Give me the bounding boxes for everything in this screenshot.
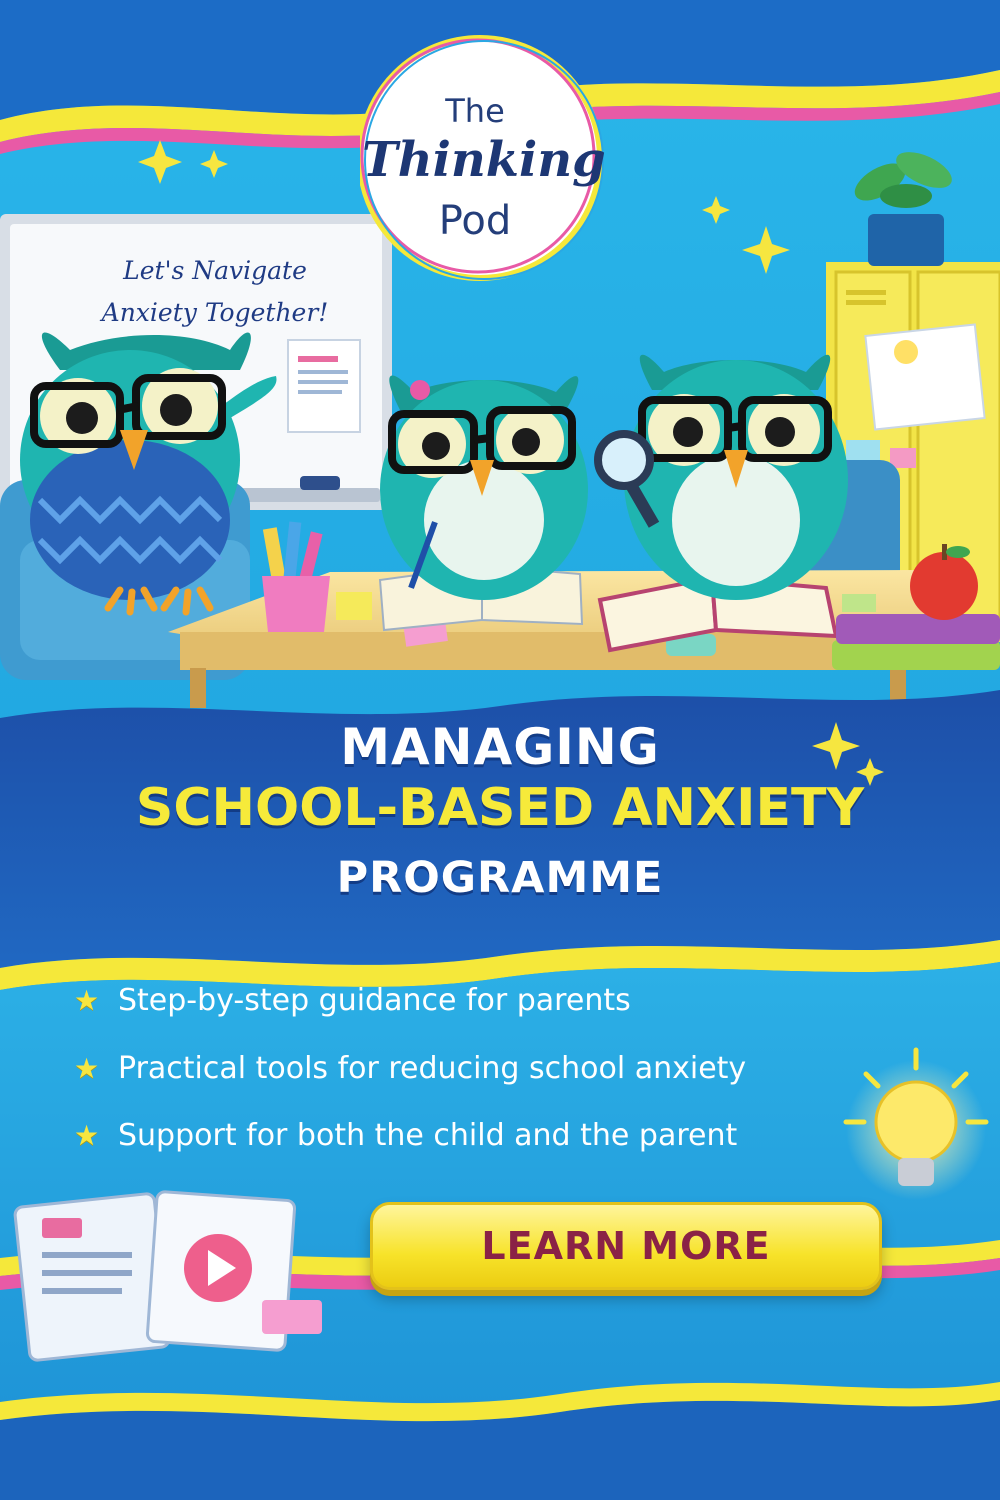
whiteboard-text-line1: Let's Navigate [123,256,307,285]
book-stack [832,614,1000,670]
star-icon: ★ [74,1118,100,1152]
learn-more-label: LEARN MORE [481,1224,771,1268]
learn-more-button[interactable] [370,1202,882,1290]
logo-line-pod: Pod [438,198,512,244]
headline-line2: SCHOOL-BASED ANXIETY [135,778,865,838]
star-icon: ★ [74,983,100,1017]
bullet-text: Support for both the child and the parent [118,1117,738,1153]
logo-line-the: The [445,92,505,130]
whiteboard-text-line2: Anxiety Together! [101,298,329,327]
workbook-icon [14,1191,322,1361]
bullet-item [74,975,631,1025]
bullet-text: Step-by-step guidance for parents [118,982,631,1018]
owl-writer [380,376,588,600]
bullet-item [74,1043,746,1093]
headline-line1: MANAGING [340,718,660,776]
bullet-item [74,1110,737,1160]
headline-line3: PROGRAMME [336,853,664,903]
flower-icon [410,380,430,400]
star-icon: ★ [74,1051,100,1085]
logo-line-thinking: Thinking [362,132,606,188]
lightbulb-icon [846,1050,986,1200]
locker-note [865,325,984,430]
pinned-note [288,340,360,432]
pencil-cup [262,522,330,632]
bullet-text: Practical tools for reducing school anxiety [118,1050,747,1086]
